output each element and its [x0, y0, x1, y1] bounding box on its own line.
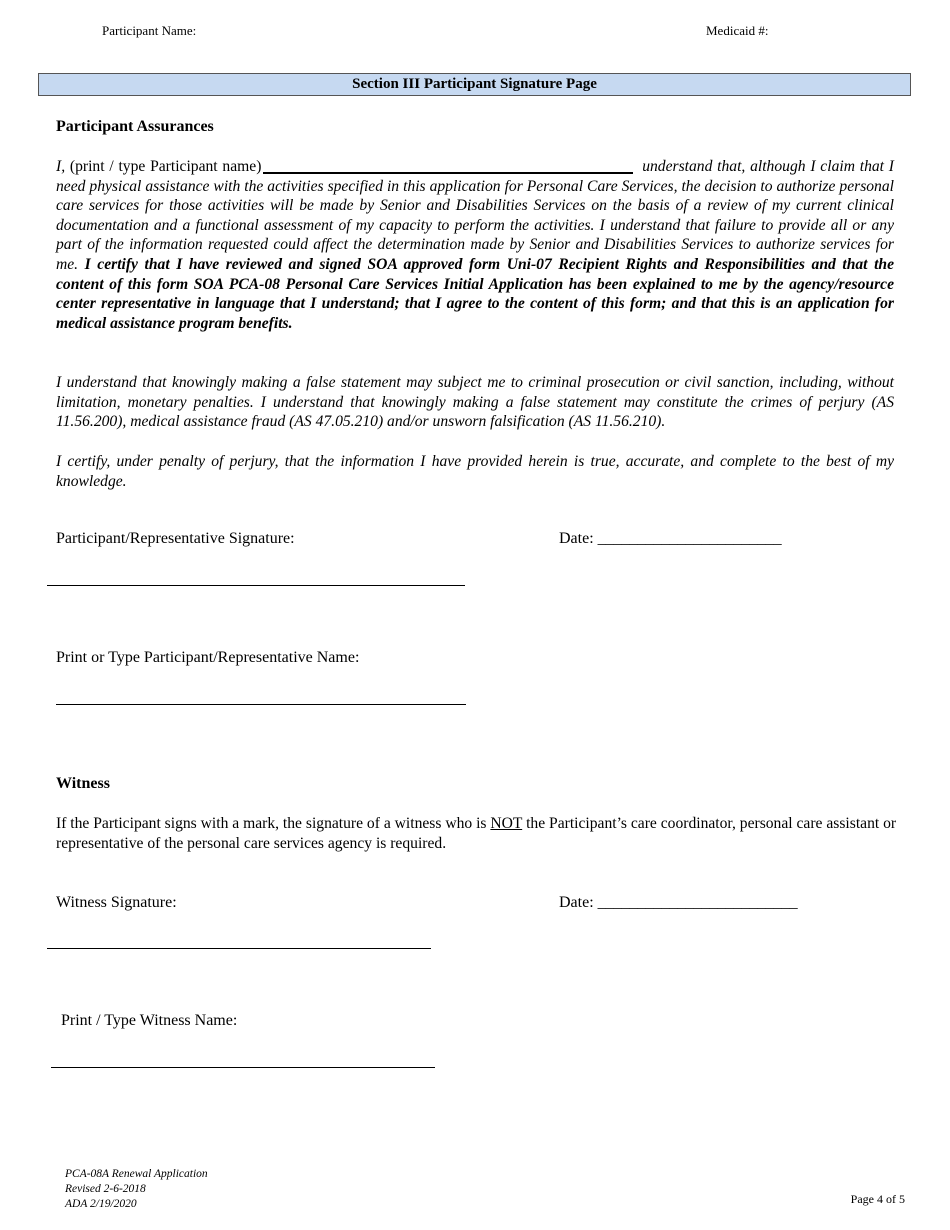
witness-print-name-label: Print / Type Witness Name: — [61, 1012, 238, 1029]
witness-not-emphasis: NOT — [490, 815, 523, 832]
false-statement-paragraph: I understand that knowingly making a false statement may subject me to criminal prosecution or civil sanction, including, without limitation, monetary penalties. I understand that knowingly making a false statement may constitute the crimes of perjury (AS 11.56.200), medical assistance fraud (AS 47.05.210) and/or unsworn falsification (AS 11.56.210). — [56, 374, 894, 431]
witness-signature-line[interactable] — [47, 948, 431, 949]
print-name-prompt: (print / type Participant name) — [69, 158, 262, 175]
form-footer — [65, 1167, 208, 1212]
page-number: Page 4 of 5 — [850, 1192, 905, 1206]
witness-signature-label: Witness Signature: — [56, 894, 177, 911]
assurance-i: I, — [56, 158, 66, 175]
witness-paragraph — [56, 814, 906, 853]
participant-signature-label: Participant/Representative Signature: — [56, 530, 295, 547]
footer-form-id: PCA-08A Renewal Application — [65, 1168, 208, 1180]
perjury-certification-paragraph: I certify, under penalty of perjury, that the information I have provided herein is true, accurate, and complete to the best of my knowledge. — [56, 453, 894, 490]
participant-name-label: Participant Name: — [102, 23, 197, 38]
witness-text-after: the Participant’s care coordinator, personal care assistant or representative of the personal care services agency is required. — [56, 815, 897, 852]
witness-date-field[interactable]: Date: _________________________ — [559, 894, 798, 911]
participant-date-field[interactable]: Date: _______________________ — [559, 530, 782, 547]
witness-text-before: If the Participant signs with a mark, the signature of a witness who is — [56, 815, 487, 832]
footer-ada: ADA 2/19/2020 — [65, 1198, 137, 1210]
participant-print-name-label: Print or Type Participant/Representative Name: — [56, 649, 360, 666]
assurance-italic-text: understand that, although I claim that I need physical assistance with the activities specified in this application for Personal Care Services, the decision to authorize personal care services for those activities will be made by Senior and Disabilities Services on the basis of a review of my current clinical documentation and a functional assessment of my capacity to perform the activities. I understand that failure to provide all or any part of the information requested could affect the determination made by Senior and Disabilities Services to authorize services for me. — [56, 158, 894, 273]
witness-heading: Witness — [56, 775, 110, 792]
assurances-paragraph — [56, 157, 894, 333]
section-title-bar: Section III Participant Signature Page — [38, 73, 911, 96]
assurance-bold-text: I certify that I have reviewed and signed SOA approved form Uni-07 Recipient Rights and Responsibilities and that the content of this form SOA PCA-08 Personal Care Services Initial Application has been explained to me by the agency/resource center representative in language that I understand; that I agree to the content of this form; and that this is an application for medical assistance program benefits. — [56, 255, 894, 332]
participant-print-name-line[interactable] — [56, 704, 466, 705]
assurances-heading: Participant Assurances — [56, 118, 214, 135]
participant-signature-line[interactable] — [47, 585, 465, 586]
footer-revised: Revised 2-6-2018 — [65, 1183, 146, 1195]
witness-print-name-line[interactable] — [51, 1067, 435, 1068]
participant-name-blank[interactable] — [263, 172, 633, 174]
medicaid-number-label: Medicaid #: — [706, 23, 769, 38]
